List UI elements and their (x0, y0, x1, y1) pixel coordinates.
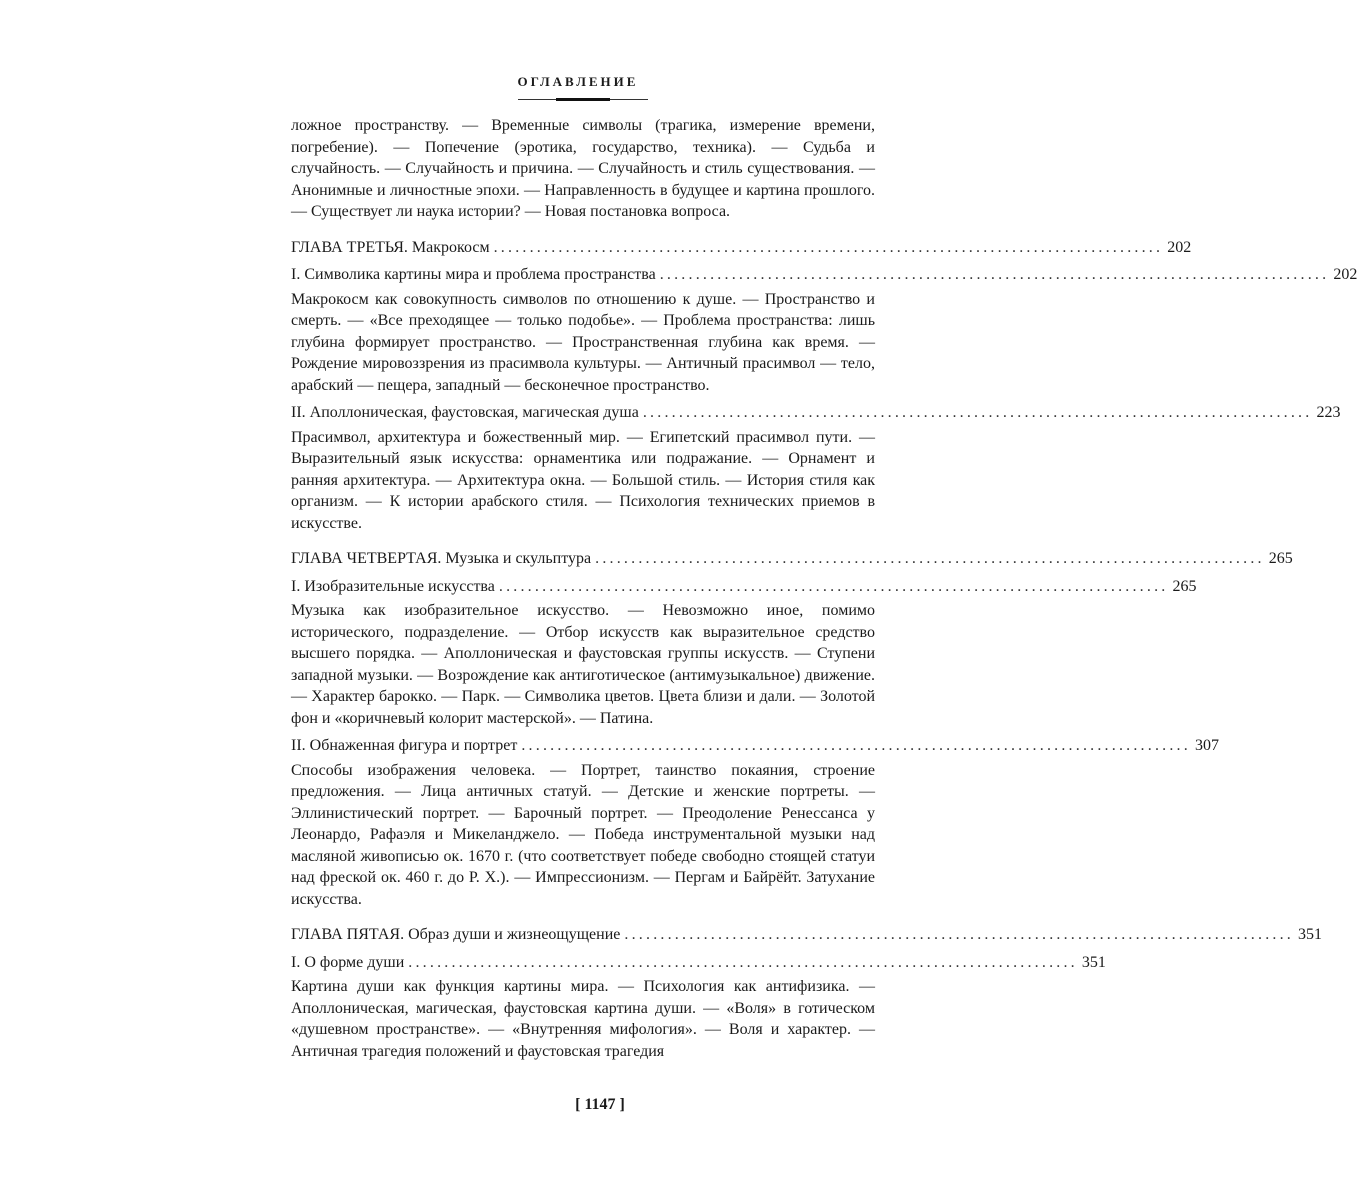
section-title: I. Изобразительные искусства (291, 577, 495, 595)
chapter-5-page: 351 (1298, 926, 1322, 943)
section-page: 202 (1333, 266, 1357, 283)
dot-leader: ............................................................................................. (595, 550, 1265, 567)
chapter-5-title: . Образ души и жизнеощущение (400, 926, 621, 943)
chapter-5-label: ГЛАВА ПЯТАЯ (291, 926, 401, 943)
head-rule-ornament (518, 95, 648, 105)
dot-leader: ............................................................................................. (624, 926, 1294, 943)
chapter-4-label: ГЛАВА ЧЕТВЕРТАЯ (291, 550, 438, 567)
chapter-3-entry[interactable] (291, 237, 1192, 259)
chapter-5-section-1-entry[interactable] (291, 952, 1106, 974)
section-title: II. Обнаженная фигура и портрет (291, 737, 518, 754)
chapter-4-page: 265 (1268, 550, 1293, 567)
page-number: [ 1147 ] (575, 1096, 625, 1113)
running-head: ОГЛАВЛЕНИЕ (517, 74, 639, 89)
section-page: 265 (1172, 577, 1197, 595)
chapter-3-section-2-entry[interactable] (291, 402, 1341, 424)
toc-page (291, 74, 1357, 1062)
section-description: Прасимвол, архитектура и божественный мир. — Египетский прасимвол пути. — Выразительный язык искусства: орнаментика или подражание. — Орнамент и ранняя архитектура. — Архитектура окна. — Большой стиль. — История стиля как организм. — К истории арабского стиля. — Психология технических приемов в искусстве. (291, 428, 875, 532)
chapter-4-section-1-entry[interactable] (291, 576, 1197, 598)
chapter-3-label: ГЛАВА ТРЕТЬЯ (291, 238, 404, 256)
chapter-5-entry[interactable] (291, 924, 1322, 946)
chapter-3-page: 202 (1167, 238, 1192, 256)
section-page: 223 (1316, 404, 1341, 421)
section-description: Макрокосм как совокупность символов по отношению к душе. — Пространство и смерть. — «Все преходящее — только подобье». — Проблема пространства: лишь глубина формирует пространство. — Пространственная глубина как время. — Рождение мировоззрения из прасимвола культуры. — Античный прасимвол — тело, арабский — пещера, западный — бесконечное пространство. (291, 290, 875, 394)
section-title: II. Аполлоническая, фаустовская, магическая душа (291, 404, 639, 421)
intro-text: ложное пространству. — Временные символы (трагика, измерение времени, погребение). — Попечение (эротика, государство, техника). — Судьба и случайность. — Случайность и причина. — Случайность и стиль существования. — Анонимные и личностные эпохи. — Направленность в будущее и картина прошлого. — Существует ли наука истории? — Новая постановка вопроса. (291, 117, 875, 220)
section-description: Картина души как функция картины мира. — Психология как антифизика. — Аполлоническая, магическая, фаустовская картина души. — «Воля» в готическом «душевном пространстве». — «Внутренняя мифология». — Воля и характер. — Античная трагедия положений и фаустовская трагедия (291, 978, 875, 1060)
chapter-4-entry[interactable] (291, 548, 1293, 570)
dot-leader: ............................................................................................. (493, 238, 1164, 256)
dot-leader: ............................................................................................. (498, 577, 1169, 595)
chapter-3-title: . Макрокосм (403, 238, 490, 256)
chapter-4-title: . Музыка и скульптура (437, 550, 592, 567)
dot-leader: ............................................................................................. (659, 266, 1330, 283)
chapter-3-section-1-entry[interactable] (291, 264, 1357, 286)
dot-leader: ............................................................................................. (521, 737, 1191, 754)
section-page: 351 (1081, 953, 1106, 971)
dot-leader: ............................................................................................. (642, 404, 1313, 421)
chapter-4-section-2-entry[interactable] (291, 735, 1219, 757)
section-title: I. О форме души (291, 953, 405, 971)
section-page: 307 (1194, 737, 1219, 754)
section-description: Музыка как изобразительное искусство. — Невозможно иное, помимо исторического, подразделение. — Отбор искусств как выразительное средство высшего порядка. — Аполлоническая и фаустовская группы искусств. — Ступени западной музыки. — Возрождение как антиготическое (антимузыкальное) движение. — Характер барокко. — Парк. — Символика цветов. Цвета близи и дали. — Золотой фон и «коричневый колорит мастерской». — Патина. (291, 602, 875, 727)
dot-leader: ............................................................................................. (408, 953, 1078, 971)
section-description: Способы изображения человека. — Портрет, таинство покаяния, строение предложения. — Лица античных статуй. — Детские и женские портреты. — Эллинистический портрет. — Барочный портрет. — Преодоление Ренессанса у Леонардо, Рафаэля и Микеланджело. — Победа инструментальной музыки над масляной живописью ок. 1670 г. (что соответствует победе свободно стоящей статуи над фреской ок. 460 г. до Р. Х.). — Импрессионизм. — Пергам и Байрёйт. Затухание искусства. (291, 761, 875, 908)
section-title: I. Символика картины мира и проблема пространства (291, 266, 656, 283)
